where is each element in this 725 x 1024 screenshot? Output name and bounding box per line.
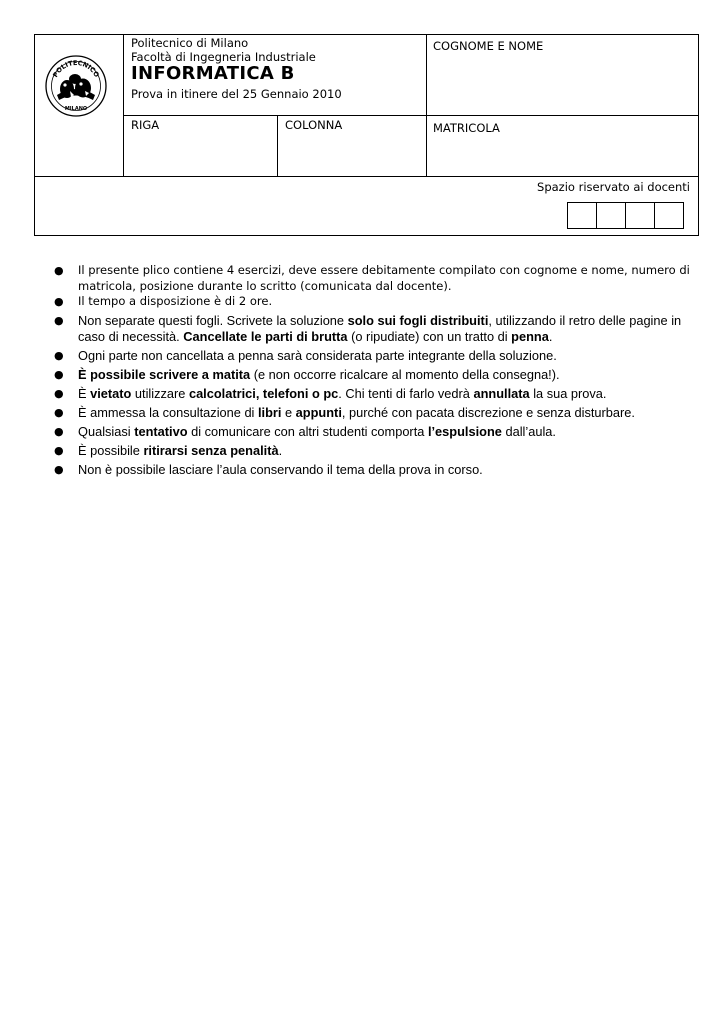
rule-emphasis: penna bbox=[511, 328, 549, 344]
politecnico-logo bbox=[45, 55, 107, 117]
rule-item bbox=[52, 294, 702, 310]
rule-item bbox=[52, 443, 702, 459]
bullet-icon: ● bbox=[54, 405, 64, 419]
row-field[interactable] bbox=[124, 116, 277, 176]
rule-text: . Chi tenti di farlo vedrà bbox=[338, 385, 474, 401]
logo-bottom-text: MILANO bbox=[64, 106, 88, 112]
rule-emphasis: l’espulsione bbox=[427, 423, 502, 439]
rule-emphasis: Cancellate le parti di brutta bbox=[183, 328, 348, 344]
rule-text: È bbox=[78, 385, 91, 401]
column-field-label: COLONNA bbox=[285, 118, 343, 132]
id-field[interactable] bbox=[427, 116, 699, 176]
exam-rules-list bbox=[52, 263, 702, 478]
rule-text: (o ripudiate) con un tratto di bbox=[347, 328, 512, 344]
reserved-score-boxes bbox=[567, 202, 684, 229]
rule-text: Il tempo a disposizione è di 2 ore. bbox=[78, 294, 273, 308]
bullet-icon: ● bbox=[54, 348, 64, 362]
rule-text: . bbox=[278, 442, 283, 458]
rule-emphasis: calcolatrici, telefoni o pc bbox=[188, 385, 339, 401]
score-box[interactable] bbox=[654, 202, 684, 229]
rule-text: Non separate questi fogli. Scrivete la soluzione bbox=[78, 312, 348, 328]
bullet-icon: ● bbox=[54, 295, 64, 308]
bullet-icon: ● bbox=[54, 443, 64, 457]
rule-text: e bbox=[281, 404, 296, 420]
bullet-icon: ● bbox=[54, 424, 64, 438]
rule-emphasis: libri bbox=[257, 404, 282, 420]
bullet-icon: ● bbox=[54, 462, 64, 476]
rule-text: Qualsiasi bbox=[78, 423, 135, 439]
rule-text: , purché con pacata discrezione e senza disturbare. bbox=[341, 404, 635, 420]
rule-item bbox=[52, 313, 702, 345]
bullet-icon: ● bbox=[54, 386, 64, 400]
rule-emphasis: appunti bbox=[295, 404, 342, 420]
rule-emphasis: tentativo bbox=[134, 423, 188, 439]
bullet-icon: ● bbox=[54, 264, 64, 277]
logo-top-text: POLITECNICO bbox=[51, 58, 101, 79]
rule-text: Non è possibile lasciare l’aula conservando il tema della prova in corso. bbox=[78, 461, 483, 477]
rule-emphasis: ritirarsi senza penalità bbox=[143, 442, 279, 458]
rule-emphasis: È possibile scrivere a matita bbox=[78, 366, 251, 382]
rule-item bbox=[52, 405, 702, 421]
rule-text: È possibile bbox=[78, 442, 144, 458]
divider bbox=[35, 176, 699, 177]
rule-item bbox=[52, 367, 702, 383]
id-field-label: MATRICOLA bbox=[433, 121, 500, 135]
bullet-icon: ● bbox=[54, 367, 64, 381]
bullet-icon: ● bbox=[54, 313, 64, 327]
rule-text: la sua prova. bbox=[529, 385, 607, 401]
rule-item bbox=[52, 462, 702, 478]
rule-text: utilizzare bbox=[131, 385, 189, 401]
rule-text: dall’aula. bbox=[501, 423, 556, 439]
name-field-label: COGNOME E NOME bbox=[433, 39, 544, 53]
score-box[interactable] bbox=[596, 202, 626, 229]
rule-emphasis: solo sui fogli distribuiti bbox=[347, 312, 489, 328]
rule-text: (e non occorre ricalcare al momento della consegna!). bbox=[250, 366, 560, 382]
rule-item bbox=[52, 386, 702, 402]
score-box[interactable] bbox=[625, 202, 655, 229]
rule-item bbox=[52, 424, 702, 440]
rule-item bbox=[52, 263, 702, 294]
rule-text: , utilizzando il retro delle pagine in caso di necessità. bbox=[78, 312, 682, 344]
score-box[interactable] bbox=[567, 202, 597, 229]
row-field-label: RIGA bbox=[131, 118, 160, 132]
column-field[interactable] bbox=[278, 116, 426, 176]
rule-text: Il presente plico contiene 4 esercizi, deve essere debitamente compilato con cognome e nome, numero di matricola, posizione durante lo scritto (comunicata dal docente). bbox=[78, 263, 690, 293]
header-table bbox=[34, 34, 699, 236]
rule-text: . bbox=[548, 328, 553, 344]
title-block bbox=[131, 36, 421, 101]
rule-emphasis: vietato bbox=[90, 385, 132, 401]
rule-emphasis: annullata bbox=[473, 385, 530, 401]
reserved-area-label: Spazio riservato ai docenti bbox=[537, 180, 690, 194]
course-title: INFORMATICA B bbox=[131, 63, 295, 84]
rule-text: Ogni parte non cancellata a penna sarà considerata parte integrante della soluzione. bbox=[78, 347, 557, 363]
faculty-name: Facoltà di Ingegneria Industriale bbox=[131, 50, 316, 64]
rule-item bbox=[52, 348, 702, 364]
university-name: Politecnico di Milano bbox=[131, 36, 249, 50]
rule-text: di comunicare con altri studenti comporta bbox=[187, 423, 428, 439]
exam-date: Prova in itinere del 25 Gennaio 2010 bbox=[131, 87, 342, 101]
name-field[interactable] bbox=[427, 35, 699, 115]
rule-text: È ammessa la consultazione di bbox=[78, 404, 258, 420]
